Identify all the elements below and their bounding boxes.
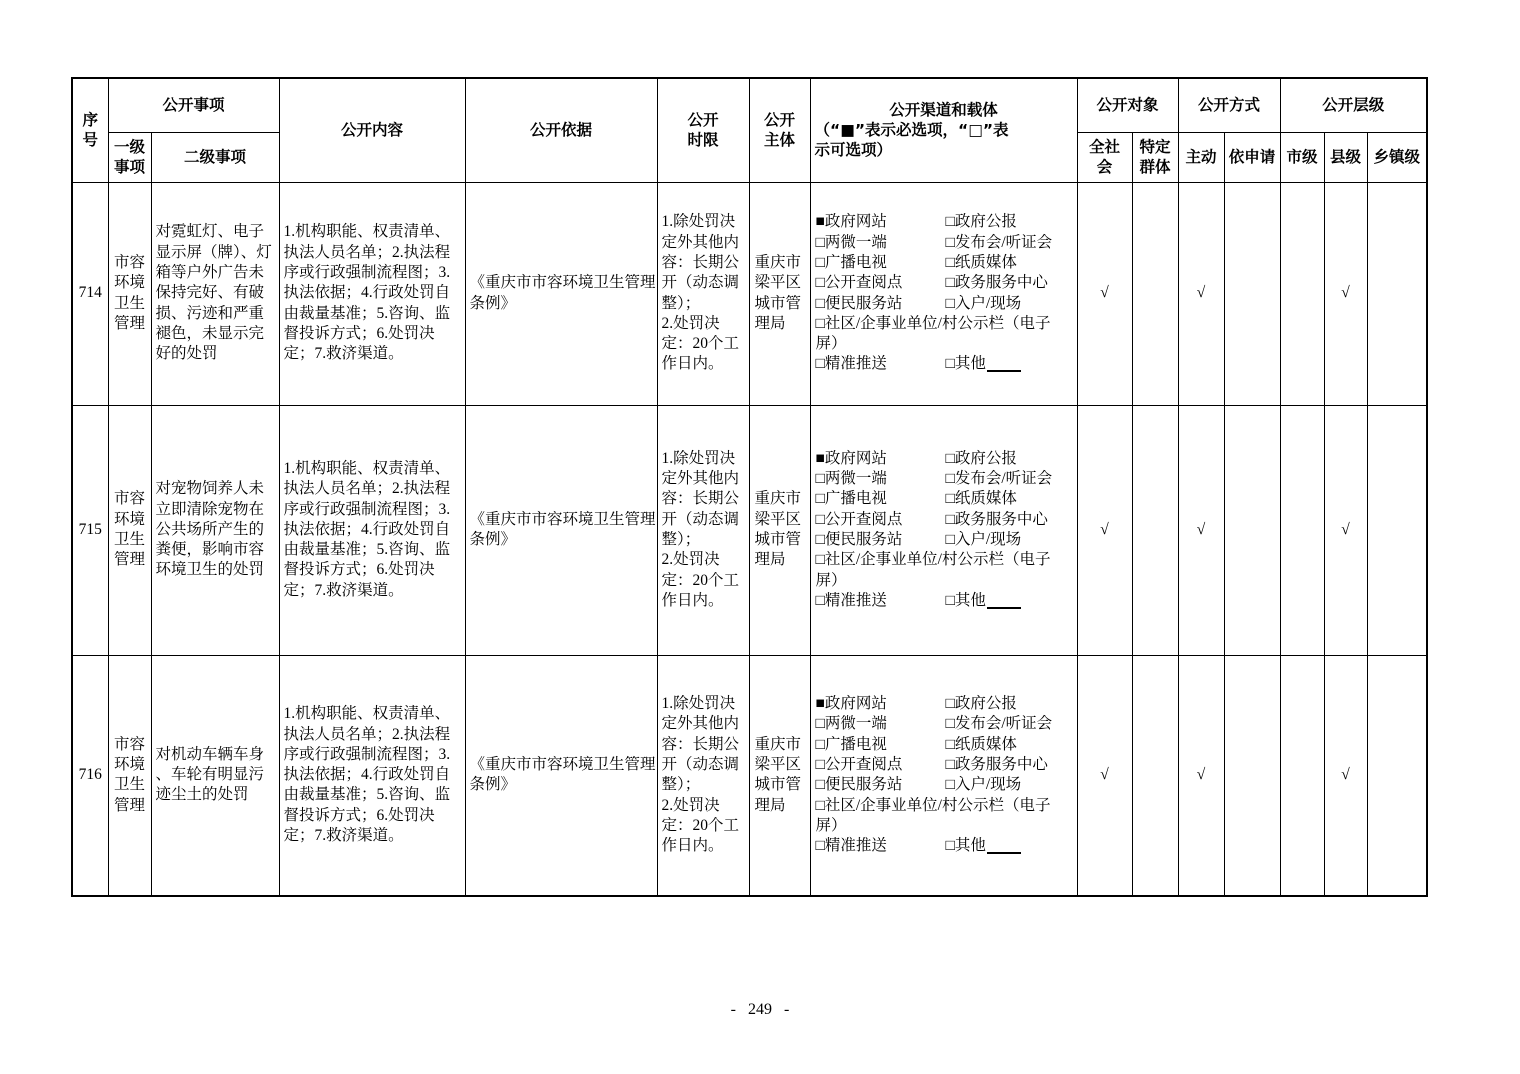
channel-item: □两微一端 [815,233,887,251]
channel-item: ■政府网站 [815,695,887,713]
blank-line [987,356,1021,372]
channel-item: □便民服务站 [815,294,903,312]
channel-item: □入户/现场 [945,531,1022,548]
header-subject [749,78,810,182]
cell-audience-specific [1132,655,1178,896]
channel-item: □公开查阅点 [815,510,903,528]
channel-item: □广播电视 [815,735,887,753]
channel-item: □便民服务站 [815,776,903,794]
channel-item-other [946,354,1074,374]
cell-seq: 714 [72,182,108,405]
cell-level1 [108,182,151,405]
channel-item: □纸质媒体 [945,253,1017,271]
time-limit-item: 2.处罚决定：20个工作日内。 [661,551,740,609]
cell-method-request [1224,405,1280,655]
cell-level1 [108,405,151,655]
page-number: - 249 - [730,1001,790,1018]
channel-other-label: □其他 [945,591,986,609]
channel-item: □社区/企事业单位/村公示栏（电子屏） [815,796,1051,834]
cell-basis: 《重庆市市容环境卫生管理条例》 [465,655,657,896]
channel-item: □政府公报 [945,449,1017,467]
cell-audience-all: √ [1077,405,1132,655]
cell-content: 1.机构职能、权责清单、执法人员名单；2.执法程序或行政强制流程图；3.执法依据；4.行政处罚自由裁量基准；5.咨询、监督投诉方式；6.处罚决定；7.救济渠道。 [279,182,465,405]
channel-item: □纸质媒体 [945,735,1017,753]
header-audience-all-text: 全社会 [1089,137,1121,176]
header-method-request: 依申请 [1224,132,1280,182]
channel-item: □公开查阅点 [815,274,903,292]
cell-method-request [1224,655,1280,896]
cell-level-city [1280,182,1324,405]
header-level-town: 乡镇级 [1367,132,1427,182]
header-audience-specific [1132,132,1178,182]
header-time-limit [657,78,749,182]
cell-seq: 715 [72,405,108,655]
header-channel-title: 公开渠道和载体 [889,100,998,119]
header-method-active: 主动 [1178,132,1224,182]
cell-time-limit [657,405,749,655]
channel-item: □入户/现场 [945,294,1022,312]
level1-text: 市容环境卫生管理 [113,253,145,332]
table-body [72,182,1427,896]
header-method-group: 公开方式 [1178,78,1280,132]
disclosure-table [71,77,1428,897]
channel-list [816,449,1074,611]
cell-channels [810,182,1077,405]
cell-level2: 对宠物饲养人未立即清除宠物在公共场所产生的粪便，影响市容环境卫生的处罚 [151,405,279,655]
time-limit-item: 1.除处罚决定外其他内容：长期公开（动态调整）； [661,213,740,312]
channel-item: □政务服务中心 [945,510,1048,528]
cell-content: 1.机构职能、权责清单、执法人员名单；2.执法程序或行政强制流程图；3.执法依据；4.行政处罚自由裁量基准；5.咨询、监督投诉方式；6.处罚决定；7.救济渠道。 [279,655,465,896]
cell-level-town [1367,182,1427,405]
cell-level-town [1367,655,1427,896]
header-channels [810,78,1077,182]
cell-seq: 716 [72,655,108,896]
channel-item: □发布会/听证会 [945,470,1053,488]
channel-item: □纸质媒体 [945,490,1017,508]
channel-item: □广播电视 [815,490,887,508]
cell-level-county: √ [1324,182,1367,405]
level1-text: 市容环境卫生管理 [113,735,145,814]
channel-item: □社区/企事业单位/村公示栏（电子屏） [815,314,1051,353]
cell-channels [810,655,1077,896]
channel-item: □发布会/听证会 [945,715,1053,733]
cell-level2: 对机动车辆车身、车轮有明显污迹尘土的处罚 [151,655,279,896]
channel-list [816,694,1074,856]
header-channel-note: （“■”表示必选项，“□”表示可选项） [814,121,1009,160]
channel-item: □两微一端 [815,470,887,488]
channel-item: □精准推送 [815,355,887,373]
header-basis: 公开依据 [465,78,657,182]
header-level2: 二级事项 [151,132,279,182]
channel-item: □政府公报 [945,695,1017,713]
channel-item: ■政府网站 [815,213,887,231]
channel-other-label: □其他 [945,355,986,373]
channel-item: □入户/现场 [945,776,1022,794]
time-limit-item: 2.处罚决定：20个工作日内。 [661,796,740,855]
channel-other-label: □其他 [945,837,986,855]
channel-item: □政务服务中心 [945,274,1048,292]
header-row-1 [72,78,1427,132]
channel-item: □公开查阅点 [815,755,903,773]
cell-level-county: √ [1324,655,1367,896]
cell-basis: 《重庆市市容环境卫生管理条例》 [465,182,657,405]
table-row [72,182,1427,405]
cell-basis: 《重庆市市容环境卫生管理条例》 [465,405,657,655]
cell-subject: 重庆市梁平区城市管理局 [749,655,810,896]
cell-level-town [1367,405,1427,655]
cell-audience-specific [1132,405,1178,655]
cell-content: 1.机构职能、权责清单、执法人员名单；2.执法程序或行政强制流程图；3.执法依据；4.行政处罚自由裁量基准；5.咨询、监督投诉方式；6.处罚决定；7.救济渠道。 [279,405,465,655]
header-level-county: 县级 [1324,132,1367,182]
level1-text: 市容环境卫生管理 [113,490,145,569]
cell-time-limit [657,655,749,896]
channel-list [816,212,1074,374]
header-content: 公开内容 [279,78,465,182]
blank-line [987,838,1021,854]
channel-item: □两微一端 [815,715,887,733]
header-seq-text: 序号 [82,110,98,150]
cell-level1 [108,655,151,896]
header-audience-group: 公开对象 [1077,78,1178,132]
time-limit-item: 1.除处罚决定外其他内容：长期公开（动态调整）； [661,695,740,794]
header-subject-text: 公开主体 [764,110,796,150]
header-level-city: 市级 [1280,132,1324,182]
channel-item: □精准推送 [815,591,887,609]
channel-item: □政府公报 [945,213,1017,231]
cell-channels [810,405,1077,655]
header-items-group: 公开事项 [108,78,279,132]
cell-audience-all: √ [1077,182,1132,405]
cell-method-active: √ [1178,182,1224,405]
header-level1-text: 一级事项 [113,137,145,176]
cell-level2: 对霓虹灯、电子显示屏（牌）、灯箱等户外广告未保持完好、有破损、污迹和严重褪色，未显示完好的处罚 [151,182,279,405]
table-row [72,655,1427,896]
channel-item: □便民服务站 [815,531,903,548]
header-audience-all [1077,132,1132,182]
channel-item: ■政府网站 [815,449,887,467]
channel-item: □广播电视 [815,253,887,271]
cell-method-active: √ [1178,655,1224,896]
channel-item: □社区/企事业单位/村公示栏（电子屏） [815,551,1051,589]
time-limit-item: 1.除处罚决定外其他内容：长期公开（动态调整）； [661,449,740,548]
channel-item: □政务服务中心 [945,755,1048,773]
header-level-group: 公开层级 [1280,78,1427,132]
cell-time-limit [657,182,749,405]
header-audience-specific-text: 特定群体 [1139,137,1171,176]
time-limit-item: 2.处罚决定：20个工作日内。 [661,314,740,373]
header-time-limit-text: 公开时限 [687,110,719,150]
channel-item: □精准推送 [815,837,887,855]
cell-level-city [1280,655,1324,896]
cell-audience-all: √ [1077,655,1132,896]
channel-item-other [946,591,1074,611]
header-level1 [108,132,151,182]
cell-method-active: √ [1178,405,1224,655]
table-row [72,405,1427,655]
blank-line [987,593,1021,609]
channel-item-other [946,836,1074,856]
cell-audience-specific [1132,182,1178,405]
channel-item: □发布会/听证会 [945,233,1053,251]
cell-level-city [1280,405,1324,655]
header-seq [72,78,108,182]
cell-method-request [1224,182,1280,405]
cell-subject: 重庆市梁平区城市管理局 [749,405,810,655]
cell-level-county: √ [1324,405,1367,655]
cell-subject: 重庆市梁平区城市管理局 [749,182,810,405]
table-header [72,78,1427,182]
